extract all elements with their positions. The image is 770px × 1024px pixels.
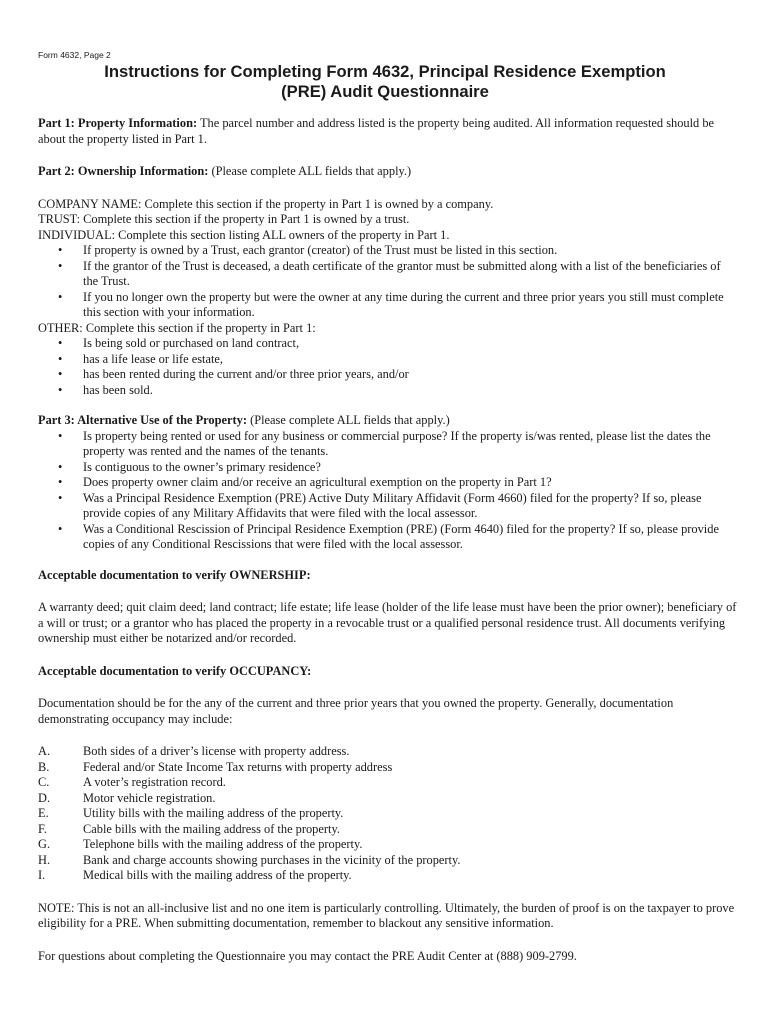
list-item: • If you no longer own the property but were the owner at any time during the current and three prior years you still must complete this section with your information.	[58, 289, 724, 319]
list-item: • Does property owner claim and/or receive an agricultural exemption on the property in Part 1?	[58, 475, 552, 489]
list-item: • If the grantor of the Trust is deceased, a death certificate of the grantor must be submitted along with a list of the beneficiaries of the Trust.	[58, 258, 721, 288]
list-item: • Was a Conditional Rescission of Principal Residence Exemption (PRE) (Form 4640) filed for the property? If so, please provide copies of any Conditional Rescissions that were filed with the local assessor.	[58, 521, 719, 551]
occupancy-text: Documentation should be for the any of the current and three prior years that you owned the property. Generally, documentation demonstrating occupancy may include:	[38, 696, 674, 726]
individual-bullet-list	[38, 243, 738, 321]
list-item: G. Telephone bills with the mailing address of the property.	[38, 837, 363, 851]
page-title	[40, 62, 730, 102]
individual-section: INDIVIDUAL: Complete this section listing ALL owners of the property in Part 1.	[38, 227, 450, 242]
other-bullet-list	[38, 336, 738, 398]
list-item: H. Bank and charge accounts showing purchases in the vicinity of the property.	[38, 852, 461, 867]
list-item: E. Utility bills with the mailing address of the property.	[38, 806, 344, 820]
trust-section: TRUST: Complete this section if the property in Part 1 is owned by a trust.	[38, 212, 410, 226]
list-item: • If property is owned by a Trust, each grantor (creator) of the Trust must be listed in this section.	[58, 243, 558, 257]
list-item: F. Cable bills with the mailing address of the property.	[38, 821, 340, 836]
part1-text: The parcel number and address listed is the property being audited. All information requested should be about the property listed in Part 1.	[38, 116, 715, 146]
list-item: C. A voter’s registration record.	[38, 775, 226, 789]
list-item: B. Federal and/or State Income Tax returns with property address	[38, 759, 393, 774]
instructions-body	[38, 116, 738, 964]
part3-paragraph	[38, 413, 738, 429]
list-item: • Is contiguous to the owner’s primary residence?	[58, 459, 321, 474]
occupancy-list	[38, 744, 738, 884]
part1-heading: Part 1: Property Information:	[38, 116, 198, 130]
part2-paragraph	[38, 164, 738, 180]
title-line-1: Instructions for Completing Form 4632, Principal Residence Exemption	[104, 62, 666, 81]
list-item: • has been rented during the current and/or three prior years, and/or	[58, 367, 409, 381]
list-item: • has a life lease or life estate,	[58, 351, 224, 366]
note-paragraph: NOTE: This is not an all-inclusive list and no one item is particularly controlling. Ultimately, the burden of proof is on the taxpayer to prove eligibility for a PRE. When submitting documentation, remember to blackout any sensitive information.	[38, 900, 735, 930]
list-item: • Is property being rented or used for any business or commercial purpose? If the property is/was rented, please list the dates the property was rented and the names of the tenants.	[58, 428, 711, 458]
ownership-heading: Acceptable documentation to verify OWNERSHIP:	[38, 567, 311, 582]
part3-text: (Please complete ALL fields that apply.)	[246, 413, 450, 427]
list-item: • Was a Principal Residence Exemption (PRE) Active Duty Military Affidavit (Form 4660) filed for the property? If so, please provide copies of any Military Affidavits that were filed with the local assessor.	[58, 490, 702, 520]
title-line-2: (PRE) Audit Questionnaire	[281, 82, 489, 101]
part2-sections	[38, 197, 738, 399]
occupancy-heading: Acceptable documentation to verify OCCUPANCY:	[38, 663, 312, 678]
part2-text: (Please complete ALL fields that apply.)	[208, 164, 412, 178]
contact-paragraph: For questions about completing the Questionnaire you may contact the PRE Audit Center at (888) 909-2799.	[38, 948, 577, 963]
list-item: • has been sold.	[58, 382, 153, 397]
other-section: OTHER: Complete this section if the property in Part 1:	[38, 320, 316, 335]
form-reference: Form 4632, Page 2	[38, 50, 111, 60]
part3-heading: Part 3: Alternative Use of the Property:	[38, 413, 247, 427]
ownership-text: A warranty deed; quit claim deed; land contract; life estate; life lease (holder of the life lease must have been the prior owner); beneficiary of a will or trust; or a grantor who has placed the property in a revocable trust or a qualified personal residence trust. All documents verifying ownership must either be notarized and/or recorded.	[38, 600, 737, 645]
part3-bullet-list	[38, 429, 738, 553]
company-section: COMPANY NAME: Complete this section if the property in Part 1 is owned by a company.	[38, 196, 494, 211]
part1-paragraph	[38, 116, 738, 147]
list-item: D. Motor vehicle registration.	[38, 790, 216, 805]
list-item: • Is being sold or purchased on land contract,	[58, 336, 300, 350]
part3-section	[38, 413, 738, 553]
part2-heading: Part 2: Ownership Information:	[38, 164, 209, 178]
list-item: A. Both sides of a driver’s license with property address.	[38, 744, 350, 758]
list-item: I. Medical bills with the mailing address of the property.	[38, 868, 352, 882]
